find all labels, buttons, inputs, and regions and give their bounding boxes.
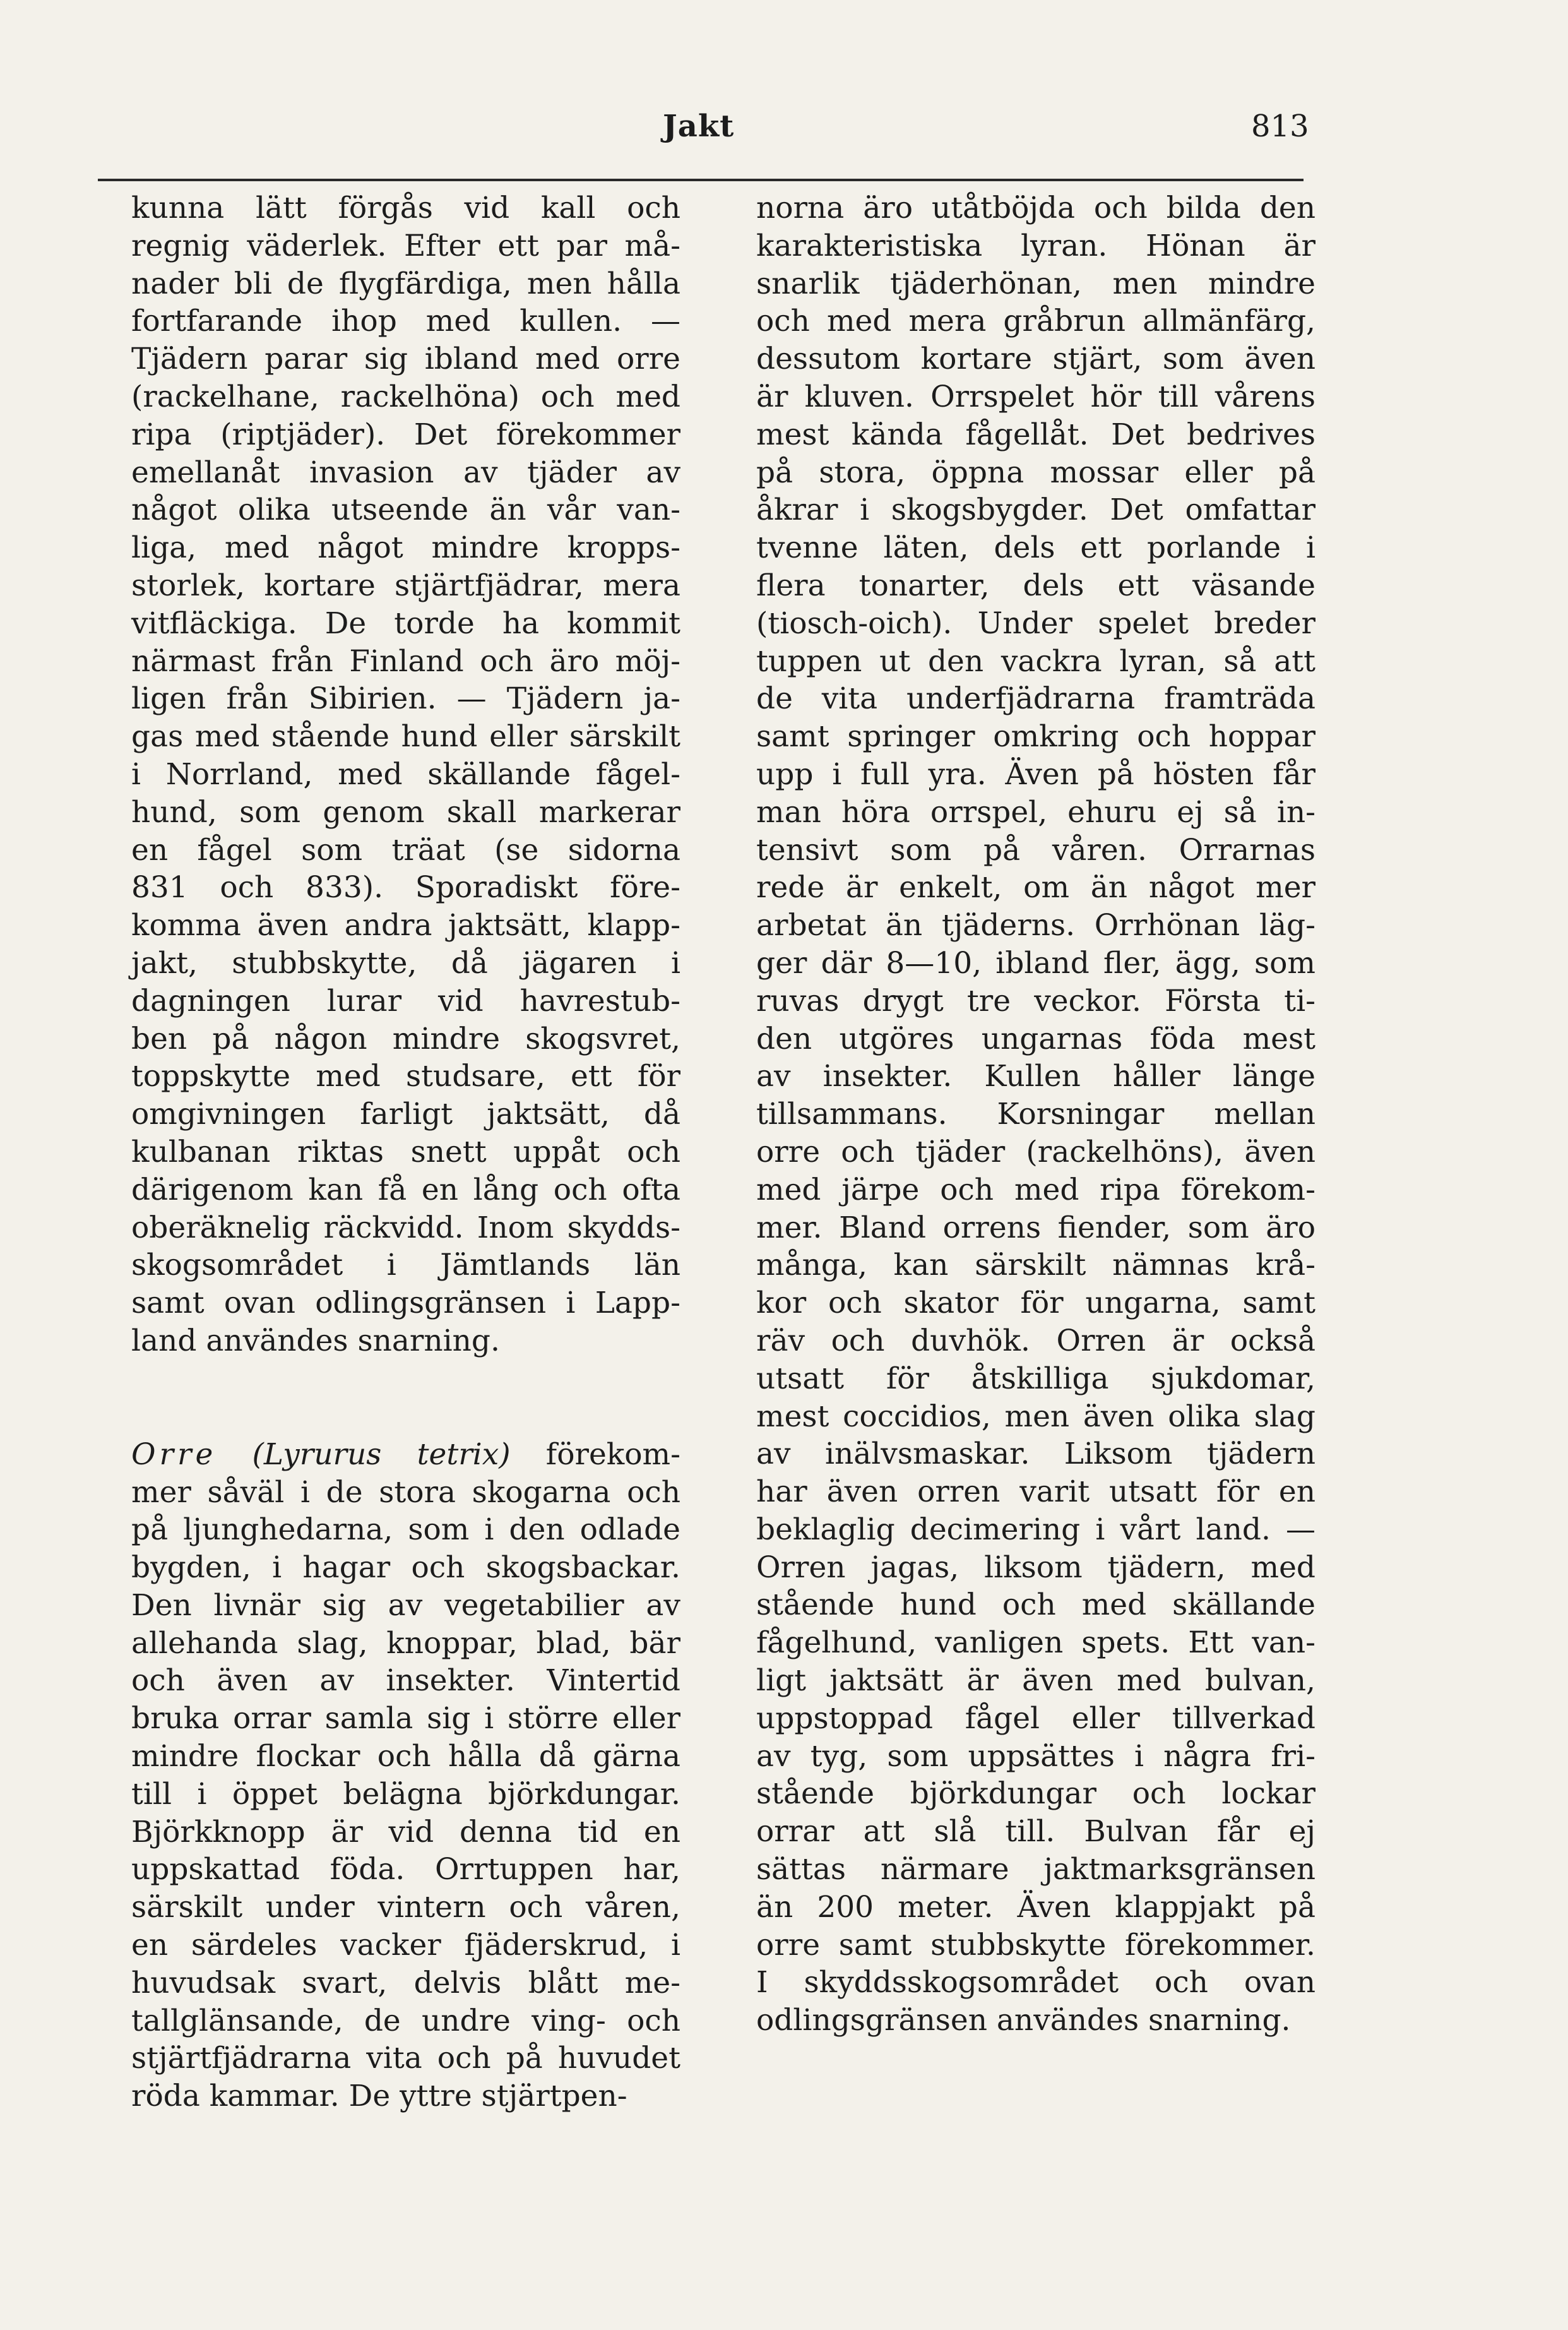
text-line: till i öppet belägna björkdungar. bbox=[131, 1776, 680, 1812]
text-line: något olika utseende än vår van- bbox=[131, 493, 680, 528]
text-line: är kluven. Orrspelet hör till vårens bbox=[756, 379, 1316, 414]
text-line: bygden, i hagar och skogsbackar. bbox=[131, 1550, 680, 1586]
text-line: ligen från Sibirien. — Tjädern ja- bbox=[131, 681, 680, 717]
text-line: med järpe och med ripa förekom- bbox=[756, 1172, 1316, 1207]
text-line: fortfarande ihop med kullen. — bbox=[131, 304, 680, 339]
text-line: sättas närmare jaktmarksgränsen bbox=[756, 1852, 1316, 1887]
text-line: Tjädern parar sig ibland med orre bbox=[131, 342, 680, 377]
text-line: man höra orrspel, ehuru ej så in- bbox=[756, 794, 1316, 830]
species-latin-name: (Lyrurus tetrix) bbox=[217, 1437, 511, 1472]
text-line: komma även andra jaktsätt, klapp- bbox=[131, 908, 680, 943]
text-line: på stora, öppna mossar eller på bbox=[756, 455, 1316, 490]
text-line: fågelhund, vanligen spets. Ett van- bbox=[756, 1625, 1316, 1661]
left-column bbox=[131, 189, 680, 2115]
text-line: dagningen lurar vid havrestub- bbox=[131, 983, 680, 1019]
text-line: Orren jagas, liksom tjädern, med bbox=[756, 1550, 1316, 1585]
text-line: uppstoppad fågel eller tillverkad bbox=[756, 1700, 1316, 1736]
text-line: arbetat än tjäderns. Orrhönan läg- bbox=[756, 908, 1316, 943]
text-line: orre samt stubbskytte förekommer. bbox=[756, 1927, 1316, 1963]
text-line: land användes snarning. bbox=[131, 1323, 500, 1358]
text-line: särskilt under vintern och våren, bbox=[131, 1890, 680, 1925]
paragraph-orre bbox=[131, 1474, 680, 2116]
text-line: de vita underfjädrarna framträda bbox=[756, 681, 1316, 717]
text-line: stjärtfjädrarna vita och på huvudet bbox=[131, 2041, 680, 2076]
text-line: beklaglig decimering i vårt land. — bbox=[756, 1512, 1316, 1547]
text-line: toppskytte med studsare, ett för bbox=[131, 1059, 680, 1094]
text-line: tensivt som på våren. Orrarnas bbox=[756, 832, 1316, 868]
page-number: 813 bbox=[1251, 109, 1309, 144]
text-line: ripa (riptjäder). Det förekommer bbox=[131, 417, 680, 452]
text-line: vitfläckiga. De torde ha kommit bbox=[131, 606, 680, 641]
text-line: mer. Bland orrens fiender, som äro bbox=[756, 1210, 1316, 1245]
text-line: norna äro utåtböjda och bilda den bbox=[756, 191, 1316, 225]
text-line: hund, som genom skall markerar bbox=[131, 794, 680, 830]
text-line: orre och tjäder (rackelhöns), även bbox=[756, 1134, 1316, 1169]
text-line: regnig väderlek. Efter ett par må- bbox=[131, 228, 680, 263]
text-line: upp i full yra. Även på hösten får bbox=[756, 756, 1316, 792]
text-line: omgivningen farligt jaktsätt, då bbox=[131, 1097, 680, 1132]
text-line: många, kan särskilt nämnas krå- bbox=[756, 1248, 1316, 1283]
text-line: 831 och 833). Sporadiskt före- bbox=[131, 870, 680, 905]
paragraph-orre-continued bbox=[756, 189, 1316, 2040]
text-line: (tiosch-oich). Under spelet breder bbox=[756, 606, 1316, 641]
text-line: orrar att slå till. Bulvan får ej bbox=[756, 1814, 1316, 1849]
text-line: mest kända fågellåt. Det bedrives bbox=[756, 417, 1316, 452]
species-name: Orre bbox=[131, 1437, 217, 1472]
text-fragment: förekom- bbox=[510, 1437, 680, 1472]
text-line: Den livnär sig av vegetabilier av bbox=[131, 1587, 680, 1623]
header-rule bbox=[98, 179, 1304, 181]
text-line: mindre flockar och hålla då gärna bbox=[131, 1739, 680, 1774]
text-line: ligt jaktsätt är även med bulvan, bbox=[756, 1663, 1316, 1699]
paragraph-spacer bbox=[131, 1360, 680, 1436]
text-line: skogsområdet i Jämtlands län bbox=[131, 1248, 680, 1283]
text-line: av insekter. Kullen håller länge bbox=[756, 1059, 1316, 1094]
text-line: karakteristiska lyran. Hönan är bbox=[756, 228, 1316, 263]
text-line: bruka orrar samla sig i större eller bbox=[131, 1701, 680, 1736]
text-line: flera tonarter, dels ett väsande bbox=[756, 568, 1316, 603]
text-line: liga, med något mindre kropps- bbox=[131, 530, 680, 566]
text-line: kunna lätt förgås vid kall och bbox=[131, 191, 680, 225]
text-line: och med mera gråbrun allmänfärg, bbox=[756, 304, 1316, 339]
text-line: utsatt för åtskilliga sjukdomar, bbox=[756, 1361, 1316, 1396]
text-line: I skyddsskogsområdet och ovan bbox=[756, 1965, 1316, 2000]
text-line: dessutom kortare stjärt, som även bbox=[756, 342, 1316, 377]
text-line: Björkknopp är vid denna tid en bbox=[131, 1814, 680, 1849]
text-line: en särdeles vacker fjäderskrud, i bbox=[131, 1928, 680, 1963]
text-line: åkrar i skogsbygder. Det omfattar bbox=[756, 493, 1316, 528]
running-header-title: Jakt bbox=[663, 109, 735, 144]
right-column bbox=[756, 189, 1316, 2040]
text-line: av inälvsmaskar. Liksom tjädern bbox=[756, 1437, 1316, 1472]
text-line: den utgöres ungarnas föda mest bbox=[756, 1021, 1316, 1056]
text-line: gas med stående hund eller särskilt bbox=[131, 719, 680, 755]
text-line: än 200 meter. Även klappjakt på bbox=[756, 1889, 1316, 1925]
text-line: av tyg, som uppsättes i några fri- bbox=[756, 1738, 1316, 1774]
text-line: räv och duvhök. Orren är också bbox=[756, 1323, 1316, 1358]
text-line: tuppen ut den vackra lyran, så att bbox=[756, 643, 1316, 679]
text-line: stående hund och med skällande bbox=[756, 1587, 1316, 1623]
text-line: samt springer omkring och hoppar bbox=[756, 719, 1316, 755]
text-line: tillsammans. Korsningar mellan bbox=[756, 1097, 1316, 1132]
text-line: emellanåt invasion av tjäder av bbox=[131, 455, 680, 490]
text-line: mest coccidios, men även olika slag bbox=[756, 1399, 1316, 1434]
text-line: snarlik tjäderhönan, men mindre bbox=[756, 266, 1316, 301]
text-line: och även av insekter. Vintertid bbox=[131, 1663, 680, 1699]
text-line: huvudsak svart, delvis blått me- bbox=[131, 1965, 680, 2000]
text-line: tvenne läten, dels ett porlande i bbox=[756, 530, 1316, 566]
text-line: har även orren varit utsatt för en bbox=[756, 1474, 1316, 1510]
text-line: uppskattad föda. Orrtuppen har, bbox=[131, 1852, 680, 1887]
text-line: nader bli de flygfärdiga, men hålla bbox=[131, 266, 680, 301]
text-line: kulbanan riktas snett uppåt och bbox=[131, 1134, 680, 1169]
text-line: oberäknelig räckvidd. Inom skydds- bbox=[131, 1210, 680, 1245]
text-line: röda kammar. De yttre stjärtpen- bbox=[131, 2079, 627, 2114]
text-line: stående björkdungar och lockar bbox=[756, 1776, 1316, 1812]
text-line: odlingsgränsen användes snarning. bbox=[756, 2003, 1291, 2038]
text-line: tallglänsande, de undre ving- och bbox=[131, 2003, 680, 2038]
text-line: ben på någon mindre skogsvret, bbox=[131, 1021, 680, 1056]
text-line: (rackelhane, rackelhöna) och med bbox=[131, 379, 680, 414]
paragraph-tjader bbox=[131, 189, 680, 1360]
text-line: allehanda slag, knoppar, blad, bär bbox=[131, 1625, 680, 1661]
text-line bbox=[131, 1436, 680, 1474]
text-line: jakt, stubbskytte, då jägaren i bbox=[131, 945, 680, 981]
text-line: kor och skator för ungarna, samt bbox=[756, 1286, 1316, 1321]
text-line: mer såväl i de stora skogarna och bbox=[131, 1474, 680, 1510]
text-line: rede är enkelt, om än något mer bbox=[756, 870, 1316, 905]
text-line: närmast från Finland och äro möj- bbox=[131, 643, 680, 679]
text-line: ruvas drygt tre veckor. Första ti- bbox=[756, 983, 1316, 1019]
text-line: samt ovan odlingsgränsen i Lapp- bbox=[131, 1286, 680, 1321]
text-line: en fågel som träat (se sidorna bbox=[131, 832, 680, 868]
text-line: i Norrland, med skällande fågel- bbox=[131, 756, 680, 792]
text-line: därigenom kan få en lång och ofta bbox=[131, 1172, 680, 1207]
text-line: ger där 8—10, ibland fler, ägg, som bbox=[756, 945, 1316, 981]
text-line: på ljunghedarna, som i den odlade bbox=[131, 1512, 680, 1548]
text-line: storlek, kortare stjärtfjädrar, mera bbox=[131, 568, 680, 603]
